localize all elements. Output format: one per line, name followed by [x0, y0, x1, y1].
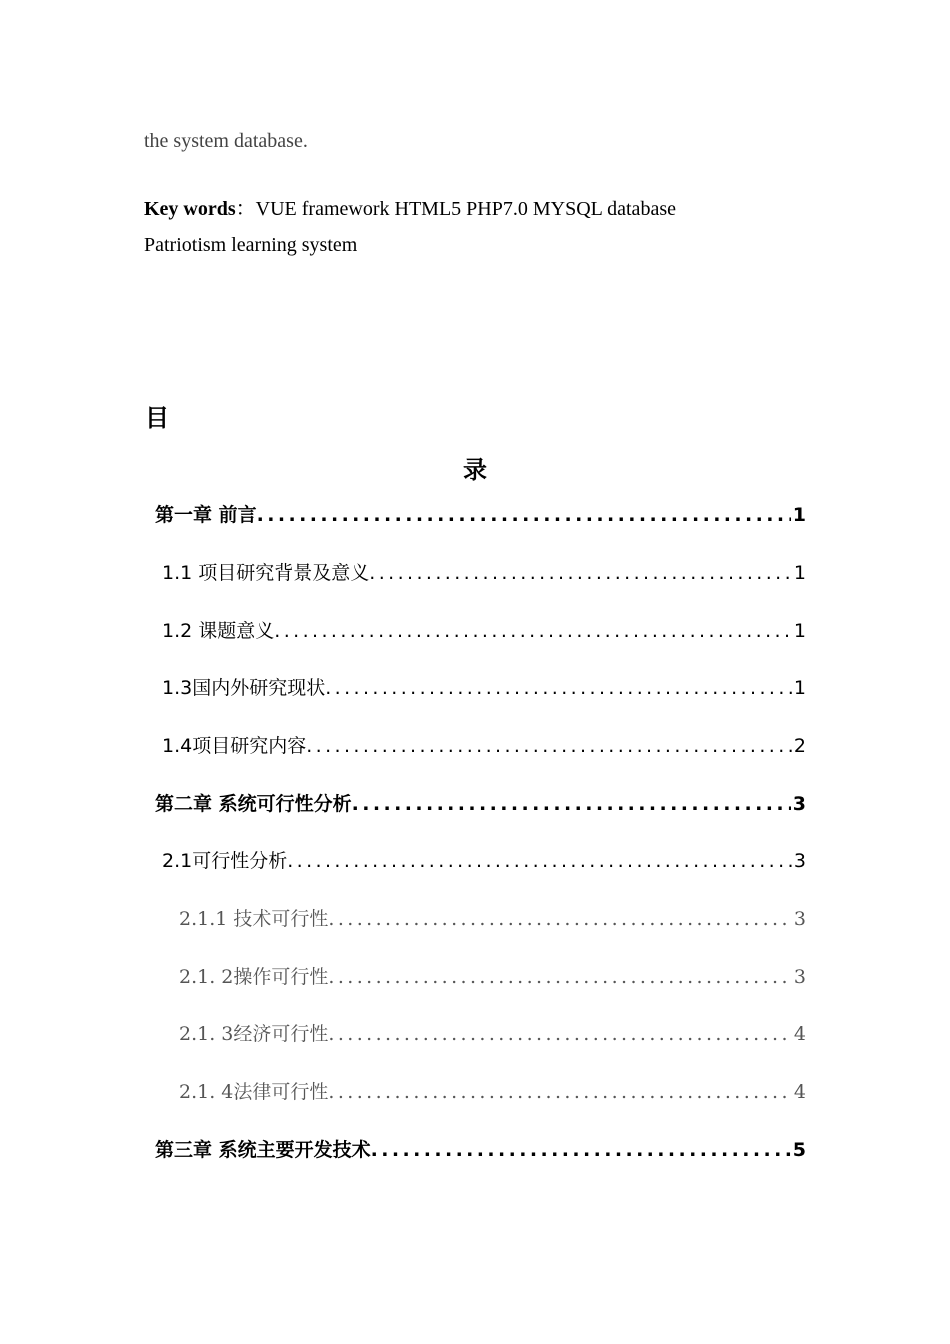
toc-entry-title: 1.1 项目研究背景及意义: [162, 562, 370, 584]
toc-entry[interactable]: [155, 500, 806, 528]
toc-entry[interactable]: [162, 731, 806, 759]
toc-leader-dots: [371, 1139, 791, 1161]
keywords-line: [144, 192, 676, 221]
toc-entry-page: 4: [793, 1023, 806, 1045]
toc-entry-page: 1: [793, 620, 806, 642]
toc-entry-page: 2: [793, 735, 806, 757]
toc-leader-dots: [257, 504, 791, 526]
toc-leader-dots: [328, 966, 792, 988]
toc-entry[interactable]: [162, 673, 806, 701]
toc-leader-dots: [287, 850, 792, 872]
toc-entry[interactable]: [179, 962, 806, 990]
toc-entry-title: 第一章 前言: [155, 504, 257, 526]
toc-leader-dots: [306, 735, 792, 757]
toc-entry[interactable]: [155, 1135, 806, 1163]
toc-entry-page: 5: [792, 1139, 806, 1161]
toc-entry-title: 2.1. 2操作可行性: [179, 966, 329, 988]
keywords-values-continued: Patriotism learning system: [144, 234, 358, 256]
toc-entry-title: 2.1. 4法律可行性: [179, 1081, 329, 1103]
toc-entry-title: 2.1.1 技术可行性: [179, 908, 329, 930]
toc-entry-page: 1: [793, 677, 806, 699]
toc-leader-dots: [352, 793, 791, 815]
keywords-label: Key words: [144, 198, 236, 220]
toc-entry-title: 1.3国内外研究现状: [162, 677, 326, 699]
toc-entry-page: 1: [793, 562, 806, 584]
toc-entry[interactable]: [179, 1019, 806, 1047]
abstract-tail-text: the system database.: [144, 130, 308, 152]
toc-entry-page: 1: [792, 504, 806, 526]
toc-entry-page: 4: [793, 1081, 806, 1103]
toc-leader-dots: [328, 1081, 792, 1103]
toc-entry[interactable]: [155, 789, 806, 817]
toc-entry-title: 1.2 课题意义: [162, 620, 275, 642]
toc-leader-dots: [328, 1023, 792, 1045]
toc-entry[interactable]: [179, 904, 806, 932]
keywords-values: VUE framework HTML5 PHP7.0 MYSQL database: [255, 198, 676, 220]
toc-entry-page: 3: [793, 850, 806, 872]
toc-leader-dots: [325, 677, 792, 699]
toc-leader-dots: [328, 908, 792, 930]
toc-entry-title: 第二章 系统可行性分析: [155, 793, 352, 815]
toc-entry-page: 3: [792, 793, 806, 815]
toc-entry-page: 3: [793, 908, 806, 930]
toc-entry-page: 3: [793, 966, 806, 988]
toc-title-char-2: 录: [463, 456, 487, 484]
toc-entry-title: 2.1可行性分析: [162, 850, 288, 872]
toc-entry-title: 2.1. 3经济可行性: [179, 1023, 329, 1045]
toc-title-char-1: 目: [145, 404, 169, 432]
toc-entry[interactable]: [179, 1077, 806, 1105]
toc-entry[interactable]: [162, 558, 806, 586]
toc-entry[interactable]: [162, 846, 806, 874]
toc-entry[interactable]: [162, 616, 806, 644]
toc-leader-dots: [274, 620, 792, 642]
toc-leader-dots: [369, 562, 792, 584]
toc-entry-title: 第三章 系统主要开发技术: [155, 1139, 371, 1161]
keywords-separator: ：: [235, 198, 256, 220]
toc-entry-title: 1.4项目研究内容: [162, 735, 307, 757]
